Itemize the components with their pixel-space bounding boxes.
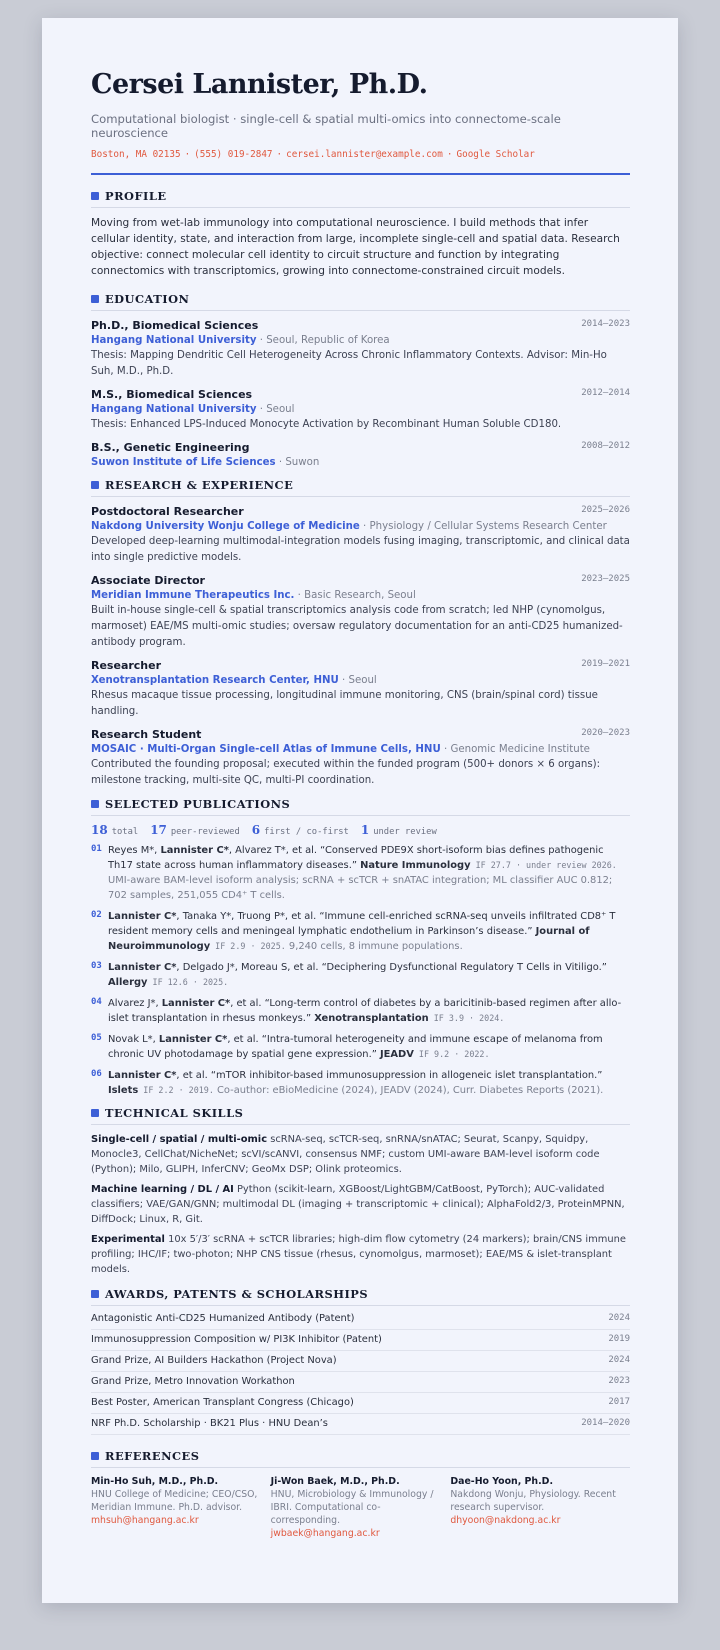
author-self: Lannister C* (108, 962, 177, 973)
reference-email[interactable]: dhyoon@nakdong.ac.kr (450, 1515, 561, 1526)
entry-organization (91, 333, 630, 348)
organization-name: Hangang National University (91, 335, 257, 346)
publication-citation (108, 1068, 630, 1098)
experience-entry (91, 658, 630, 720)
entry-description: Built in-house single-cell & spatial transcriptomics analysis code from scratch; led NHP (cynomolgus, marmoset) EAE/MS multi-omic studies; oversaw regulatory documentation for an anti-CD25 humanized-antibody program. (91, 605, 623, 648)
header-divider (91, 173, 630, 175)
organization-location: · Seoul, Republic of Korea (256, 335, 390, 346)
journal-name: Islets (108, 1085, 139, 1096)
reference-description: HNU, Microbiology & Immunology / IBRI. Computational co-corresponding. (270, 1489, 434, 1526)
entry-title: B.S., Genetic Engineering (91, 441, 250, 454)
reference-card (91, 1475, 271, 1540)
entry-description: Rhesus macaque tissue processing, longitudinal immune monitoring, CNS (brain/spinal cord) tissue handling. (91, 690, 598, 717)
publication-number: 03 (91, 961, 102, 971)
section-heading-education: EDUCATION (91, 292, 630, 311)
contact-line: Boston, MA 02135 · (555) 019-2847 · cersei.lannister@example.com · Google Scholar (91, 149, 535, 160)
author-self: Lannister C* (160, 845, 229, 856)
award-year: 2019 (608, 1334, 630, 1344)
authors-before: Novak L*, (108, 1034, 159, 1045)
section-heading-publications: SELECTED PUBLICATIONS (91, 797, 630, 816)
stat-label: total (111, 827, 139, 837)
skill-category: Experimental (91, 1234, 165, 1245)
entry-title: Associate Director (91, 574, 205, 587)
square-bullet-icon (91, 192, 99, 200)
stat-label: first / co-first (264, 827, 349, 837)
publication-note: UMI-aware BAM-level isoform analysis; scRNA + scTCR + snATAC integration; ML classifier AUC 0.812; 702 samples, 251,055 CD4⁺ T cells. (108, 875, 613, 901)
award-name: Grand Prize, Metro Innovation Workathon (91, 1376, 295, 1387)
publication-citation (108, 1032, 630, 1062)
resume-page (42, 18, 678, 1603)
square-bullet-icon (91, 1109, 99, 1117)
stat-label: under review (373, 827, 437, 837)
publication-citation (108, 996, 630, 1026)
reference-name: Dae-Ho Yoon, Ph.D. (450, 1476, 554, 1487)
contact-email[interactable]: cersei.lannister@example.com (286, 149, 443, 160)
square-bullet-icon (91, 1290, 99, 1298)
organization-name: Hangang National University (91, 404, 257, 415)
skill-category: Machine learning / DL / AI (91, 1184, 234, 1195)
impact-factor: IF 9.2 · 2022. (413, 1049, 490, 1059)
reference-name: Ji-Won Baek, M.D., Ph.D. (270, 1476, 400, 1487)
reference-description: HNU College of Medicine; CEO/CSO, Meridian Immune. Ph.D. advisor. (91, 1489, 258, 1513)
entry-date: 2019–2021 (581, 659, 630, 669)
education-entry (91, 387, 630, 433)
entry-date: 2012–2014 (581, 388, 630, 398)
experience-entry (91, 727, 630, 789)
section-heading-skills: TECHNICAL SKILLS (91, 1106, 630, 1125)
award-name: Antagonistic Anti-CD25 Humanized Antibody (Patent) (91, 1313, 355, 1324)
skill-details: 10x 5′/3′ scRNA + scTCR libraries; high-dim flow cytometry (24 markers); brain/CNS immune profiling; IHC/IF; two-photon; NHP CNS tissue (rhesus, cynomolgus, marmoset); EAE/MS & islet-transplant models. (91, 1234, 626, 1275)
award-item (91, 1414, 630, 1435)
reference-email[interactable]: jwbaek@hangang.ac.kr (270, 1528, 380, 1539)
stat-count: 1 (360, 823, 370, 837)
entry-organization (91, 742, 630, 757)
education-entry (91, 440, 630, 470)
publication-citation (108, 909, 630, 954)
author-self: Lannister C* (161, 998, 231, 1009)
section-heading-profile: PROFILE (91, 189, 630, 208)
square-bullet-icon (91, 1452, 99, 1460)
impact-factor: IF 12.6 · 2025. (147, 977, 229, 987)
organization-name: MOSAIC · Multi-Organ Single-cell Atlas of Immune Cells, HNU (91, 744, 441, 755)
skill-group (91, 1132, 630, 1177)
google-scholar-link[interactable]: Google Scholar (456, 149, 535, 160)
authors-before: Alvarez J*, (108, 998, 162, 1009)
award-name: NRF Ph.D. Scholarship · BK21 Plus · HNU Dean’s (91, 1418, 328, 1429)
citation-title: , et al. “mTOR inhibitor-based immunosuppression in allogeneic islet transplantation.” (176, 1070, 603, 1081)
organization-location: · Physiology / Cellular Systems Research Center (359, 521, 607, 532)
education-list (91, 318, 630, 470)
impact-factor: IF 3.9 · 2024. (428, 1013, 505, 1023)
entry-organization (91, 588, 630, 603)
award-name: Grand Prize, AI Builders Hackathon (Project Nova) (91, 1355, 337, 1366)
entry-date: 2020–2023 (581, 728, 630, 738)
entry-date: 2014–2023 (581, 319, 630, 329)
experience-entry (91, 573, 630, 651)
publication-number: 05 (91, 1033, 102, 1043)
citation-title: , et al. “Long-term control of diabetes by a baricitinib-based regimen after allo-islet transplantation in rhesus monkeys.” (108, 998, 622, 1024)
publication-list (91, 843, 630, 1098)
authors-before: Reyes M*, (108, 845, 161, 856)
entry-description: Thesis: Enhanced LPS-Induced Monocyte Activation by Recombinant Human Soluble CD180. (91, 419, 562, 430)
citation-title: , Tanaka Y*, Truong P*, et al. “Immune cell-enriched scRNA-seq unveils infiltrated CD8⁺ T resident memory cells and meningeal lymphatic endothelium in Parkinson’s disease.” (108, 911, 616, 937)
profile-text: Moving from wet-lab immunology into computational neuroscience. I build methods that infer cellular identity, state, and interaction from large, incomplete single-cell and spatial data. Research objective: connect molecular cell identity to circuit structure and function by integrating connectomics with transcriptomics, growing into connectome-constrained circuit models. (91, 217, 620, 277)
entry-title: Postdoctoral Researcher (91, 505, 244, 518)
award-name: Immunosuppression Composition w/ PI3K Inhibitor (Patent) (91, 1334, 382, 1345)
publication-note: Co-author: eBioMedicine (2024), JEADV (2024), Curr. Diabetes Reports (2021). (213, 1085, 604, 1096)
entry-title: Ph.D., Biomedical Sciences (91, 319, 259, 332)
entry-title: M.S., Biomedical Sciences (91, 388, 253, 401)
award-year: 2024 (608, 1313, 630, 1323)
publication-number: 06 (91, 1069, 102, 1079)
award-item (91, 1372, 630, 1393)
publication-citation (108, 960, 630, 990)
award-item (91, 1330, 630, 1351)
citation-title: , et al. “Intra-tumoral heterogeneity and immune escape of melanoma from chronic UV photodamage by spatial gene expression.” (108, 1034, 603, 1060)
candidate-name: Cersei Lannister, Ph.D. (91, 69, 428, 100)
experience-entry (91, 504, 630, 566)
square-bullet-icon (91, 481, 99, 489)
publication-item (91, 1032, 630, 1062)
reference-description: Nakdong Wonju, Physiology. Recent research supervisor. (450, 1489, 616, 1513)
square-bullet-icon (91, 295, 99, 303)
award-item (91, 1309, 630, 1330)
award-year: 2024 (608, 1355, 630, 1365)
section-heading-awards: AWARDS, PATENTS & SCHOLARSHIPS (91, 1287, 630, 1306)
citation-title: , Delgado J*, Moreau S, et al. “Deciphering Dysfunctional Regulatory T Cells in Vitiligo.” (176, 962, 607, 973)
impact-factor: IF 2.2 · 2019. (138, 1085, 214, 1095)
reference-email[interactable]: mhsuh@hangang.ac.kr (91, 1515, 199, 1526)
reference-card (450, 1475, 630, 1540)
awards-list (91, 1309, 630, 1435)
organization-location: · Seoul (338, 675, 377, 686)
publication-item (91, 960, 630, 990)
organization-location: · Seoul (256, 404, 295, 415)
award-year: 2023 (608, 1376, 630, 1386)
organization-name: Meridian Immune Therapeutics Inc. (91, 590, 295, 601)
award-name: Best Poster, American Transplant Congress (Chicago) (91, 1397, 354, 1408)
impact-factor: IF 2.9 · 2025. (210, 941, 286, 951)
entry-title: Research Student (91, 728, 202, 741)
award-year: 2014–2020 (581, 1418, 630, 1428)
author-self: Lannister C* (108, 911, 177, 922)
entry-organization (91, 402, 630, 417)
research-list (91, 504, 630, 789)
entry-date: 2008–2012 (581, 441, 630, 451)
author-self: Lannister C* (158, 1034, 228, 1045)
square-bullet-icon (91, 800, 99, 808)
skill-category: Single-cell / spatial / multi-omic (91, 1134, 268, 1145)
education-entry (91, 318, 630, 380)
publication-stats (91, 823, 630, 837)
section-heading-research: RESEARCH & EXPERIENCE (91, 478, 630, 497)
organization-location: · Genomic Medicine Institute (440, 744, 590, 755)
journal-name: Xenotransplantation (314, 1013, 429, 1024)
entry-description: Thesis: Mapping Dendritic Cell Heterogeneity Across Chronic Inflammatory Contexts. Advisor: Min-Ho Suh, M.D., Ph.D. (91, 350, 607, 377)
author-self: Lannister C* (108, 1070, 177, 1081)
entry-title: Researcher (91, 659, 162, 672)
references-list (91, 1475, 630, 1540)
stat-count: 6 (251, 823, 261, 837)
publication-number: 01 (91, 844, 102, 854)
skills-list (91, 1132, 630, 1277)
contact-phone[interactable]: (555) 019-2847 (194, 149, 273, 160)
stat-label: peer-reviewed (170, 827, 240, 837)
organization-location: · Suwon (275, 457, 320, 468)
skill-group (91, 1182, 630, 1227)
journal-name: Allergy (108, 977, 148, 988)
entry-organization (91, 455, 630, 470)
citation-title: , Alvarez T*, et al. “Conserved PDE9X short-isoform bias defines pathogenic Th17 state across human inflammatory diseases.” (108, 845, 604, 871)
publication-item (91, 909, 630, 954)
reference-card (271, 1475, 451, 1540)
award-year: 2017 (608, 1397, 630, 1407)
entry-description: Contributed the founding proposal; executed within the funded program (500+ donors × 6 organs): milestone tracking, multi-site QC, multi-PI coordination. (91, 759, 601, 786)
publication-number: 04 (91, 997, 102, 1007)
entry-organization (91, 673, 630, 688)
skill-group (91, 1232, 630, 1277)
journal-name: Nature Immunology (360, 860, 471, 871)
entry-date: 2023–2025 (581, 574, 630, 584)
organization-location: · Basic Research, Seoul (294, 590, 416, 601)
organization-name: Suwon Institute of Life Sciences (91, 457, 276, 468)
organization-name: Nakdong University Wonju College of Medicine (91, 521, 360, 532)
impact-factor: IF 27.7 · under review 2026. (470, 860, 617, 870)
publication-item (91, 996, 630, 1026)
section-heading-references: REFERENCES (91, 1449, 630, 1468)
publication-item (91, 843, 630, 903)
publication-note: 9,240 cells, 8 immune populations. (285, 941, 463, 952)
skill-details: scRNA-seq, scTCR-seq, snRNA/snATAC; Seurat, Scanpy, Squidpy, Monocle3, CellChat/NicheNet; scVI/scANVI, consensus NMF; custom UMI-aware BAM-level isoform code (Python); Milo, GLIPH, InferCNV; GeoMx DSP; Olink proteomics. (91, 1134, 600, 1175)
publication-number: 02 (91, 910, 102, 920)
stat-count: 17 (150, 823, 167, 837)
journal-name: Journal of Neuroimmunology (108, 926, 590, 952)
publication-citation (108, 843, 630, 903)
entry-description: Developed deep-learning multimodal-integration models fusing imaging, transcriptomic, and clinical data into single predictive models. (91, 536, 630, 563)
skill-details: Python (scikit-learn, XGBoost/LightGBM/CatBoost, PyTorch); AUC-validated classifiers; VAE/GAN/GNN; multimodal DL (imaging + transcriptomic + clinical); AlphaFold2/3, ProteinMPNN, DiffDock; Linux, R, Git. (91, 1184, 625, 1225)
entry-date: 2025–2026 (581, 505, 630, 515)
tagline: Computational biologist · single-cell & spatial multi-omics into connectome-scale neuroscience (91, 112, 561, 140)
award-item (91, 1351, 630, 1372)
reference-name: Min-Ho Suh, M.D., Ph.D. (91, 1476, 219, 1487)
entry-organization (91, 519, 630, 534)
publication-item (91, 1068, 630, 1098)
organization-name: Xenotransplantation Research Center, HNU (91, 675, 339, 686)
award-item (91, 1393, 630, 1414)
stat-count: 18 (91, 823, 108, 837)
journal-name: JEADV (379, 1049, 414, 1060)
contact-location: Boston, MA 02135 (91, 149, 181, 160)
